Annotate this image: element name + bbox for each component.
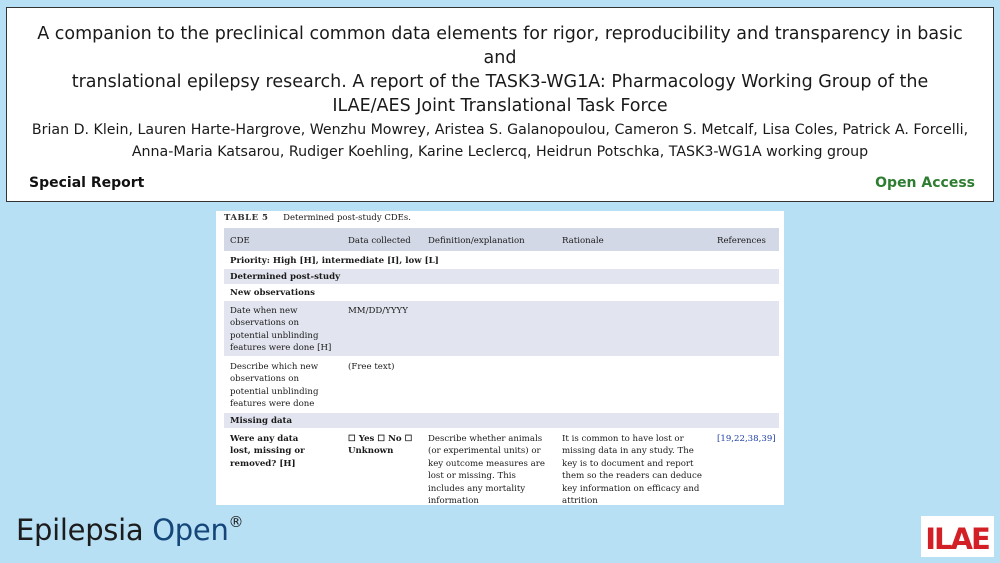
author-line: Anna-Maria Katsarou, Rudiger Koehling, Karine Leclercq, Heidrun Potschka, TASK3-WG1A working group (131, 144, 869, 160)
group-title: Missing data (230, 416, 293, 426)
data-collected-cell: MM/DD/YYYY (348, 306, 408, 316)
title-line: translational epilepsy research. A report of the TASK3-WG1A: Pharmacology Working Group of the (71, 72, 929, 92)
ilae-logo-mark (921, 516, 994, 557)
data-collected-cell: ☐ Yes ☐ No ☐ Unknown (348, 434, 413, 457)
author-list (27, 119, 973, 163)
column-header: References (717, 236, 766, 246)
data-collected-cell: (Free text) (348, 362, 395, 372)
group-row (224, 285, 779, 301)
table-number: TABLE 5 (224, 213, 269, 223)
registered-mark: ® (228, 513, 244, 531)
cde-cell: Were any data lost, missing or removed? [H] (230, 434, 305, 469)
column-header: Definition/explanation (428, 236, 525, 246)
cde-cell: Date when new observations on potential unblinding features were done [H] (230, 306, 332, 354)
rationale-cell: It is common to have lost or missing data in any study. The key is to document and report them so the readers can deduce key information on efficacy and attrition (562, 434, 702, 505)
title-line: A companion to the preclinical common data elements for rigor, reproducibility and transparency in basic and (37, 24, 963, 68)
ilae-logo (921, 516, 994, 557)
table-row (224, 357, 779, 413)
author-line: Brian D. Klein, Lauren Harte-Hargrove, Wenzhu Mowrey, Aristea S. Galanopoulou, Cameron S. Metcalf, Lisa Coles, Patrick A. Forcelli, (31, 122, 969, 138)
column-header: Data collected (348, 236, 411, 246)
table-row (224, 301, 779, 357)
title-line: ILAE/AES Joint Translational Task Force (332, 96, 668, 116)
group-title: New observations (230, 288, 315, 298)
ilae-logo-text: ILAE (925, 522, 989, 556)
table-image-panel (216, 211, 784, 505)
column-header: CDE (230, 236, 250, 246)
column-header: Rationale (562, 236, 604, 246)
definition-cell: Describe whether animals (or experimental units) or key outcome measures are lost or missing. This includes any mortality information (428, 434, 545, 505)
open-access-label: Open Access (875, 175, 975, 191)
references-cell: [19,22,38,39] (717, 434, 776, 444)
article-header (6, 7, 994, 202)
cde-table (224, 228, 779, 505)
table-caption-text: Determined post-study CDEs. (283, 213, 411, 223)
article-type-label: Special Report (29, 175, 145, 191)
journal-name-open: Open (152, 513, 229, 547)
table-header-row (224, 228, 779, 252)
table-caption (224, 213, 411, 223)
priority-note-row (224, 252, 779, 269)
section-title: Determined post-study (230, 272, 341, 282)
cde-cell: Describe which new observations on potential unblinding features were done (230, 362, 319, 410)
journal-name: Epilepsia (16, 513, 144, 547)
article-title (27, 22, 973, 118)
priority-note: Priority: High [H], intermediate [I], low [L] (230, 256, 439, 266)
table-row (224, 429, 779, 505)
section-row (224, 269, 779, 285)
journal-logo (16, 513, 243, 547)
group-row (224, 413, 779, 429)
